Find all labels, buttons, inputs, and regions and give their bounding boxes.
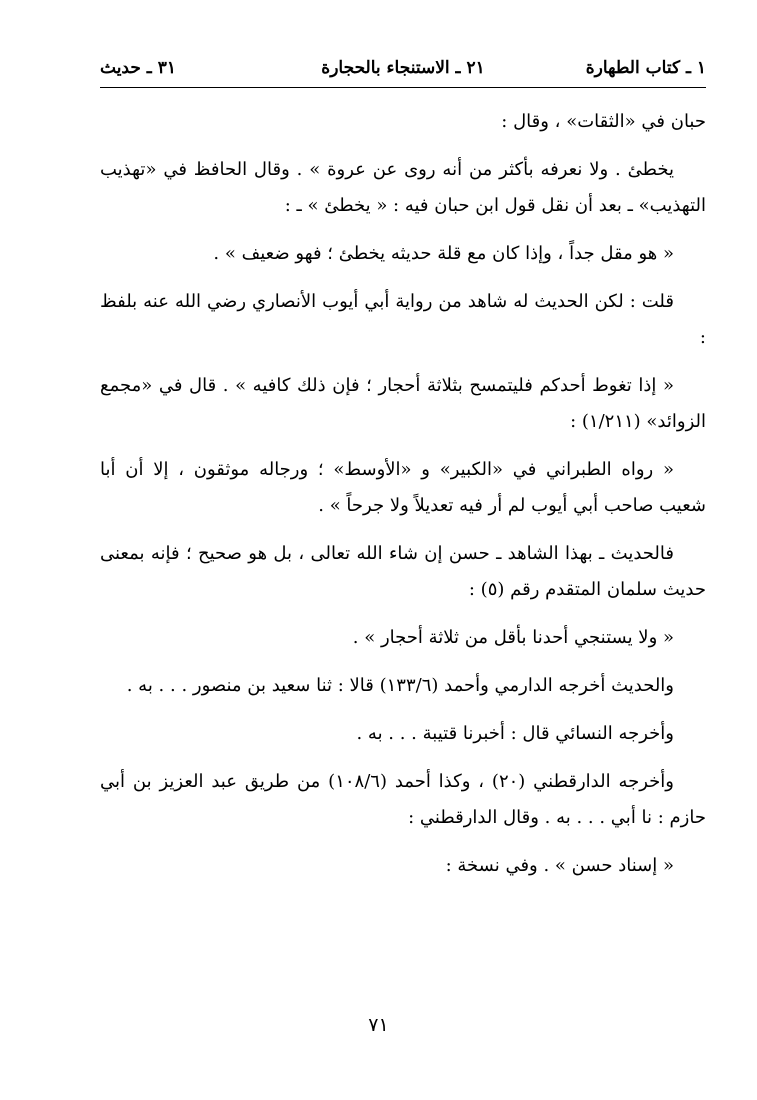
paragraph-5: والحديث أخرجه الدارمي وأحمد (١٣٣/٦) قالا : ثنا سعيد بن منصور . . . به . — [126, 675, 674, 696]
paragraph-7: وأخرجه الدارقطني (٢٠) ، وكذا أحمد (١٠٨/٦) من طريق عبد العزيز بن أبي حازم : نا أبي . . . به . وقال الدارقطني : — [100, 771, 706, 828]
quote-paragraph-1: « هو مقل جداً ، وإذا كان مع قلة حديثه يخطئ ؛ فهو ضعيف » . — [213, 243, 674, 264]
quote-paragraph-4: « ولا يستنجي أحدنا بأقل من ثلاثة أحجار » . — [352, 627, 674, 648]
header-rule — [100, 87, 706, 88]
header-book-title: ١ ـ كتاب الطهارة — [585, 58, 706, 78]
header-chapter-title: ٢١ ـ الاستنجاء بالحجارة — [321, 58, 485, 78]
quote-paragraph-5: « إسناد حسن » . وفي نسخة : — [445, 855, 674, 876]
quote-paragraph-2: « إذا تغوط أحدكم فليتمسح بثلاثة أحجار ؛ فإن ذلك كافيه » . قال في «مجمع الزوائد» (١/٢١١) : — [100, 375, 706, 432]
page-number: ٧١ — [368, 1014, 389, 1036]
header-hadith-number: ٣١ ـ حديث — [100, 58, 176, 78]
running-header — [100, 56, 706, 84]
paragraph-2: يخطئ . ولا نعرفه بأكثر من أنه روى عن عروة » . وقال الحافظ في «تهذيب التهذيب» ـ بعد أن نقل قول ابن حبان فيه : « يخطئ » ـ : — [100, 159, 706, 216]
paragraph-6: وأخرجه النسائي قال : أخبرنا قتيبة . . . به . — [356, 723, 674, 744]
page-body — [100, 104, 706, 896]
paragraph-3: قلت : لكن الحديث له شاهد من رواية أبي أيوب الأنصاري رضي الله عنه بلفظ : — [100, 291, 706, 348]
paragraph-1: حبان في «الثقات» ، وقال : — [501, 111, 706, 132]
quote-paragraph-3: « رواه الطبراني في «الكبير» و «الأوسط» ؛ ورجاله موثقون ، إلا أن أبا شعيب صاحب أبي أيوب لم أر فيه تعديلاً ولا جرحاً » . — [100, 459, 706, 516]
paragraph-4: فالحديث ـ بهذا الشاهد ـ حسن إن شاء الله تعالى ، بل هو صحيح ؛ فإنه بمعنى حديث سلمان المتقدم رقم (٥) : — [100, 543, 706, 600]
